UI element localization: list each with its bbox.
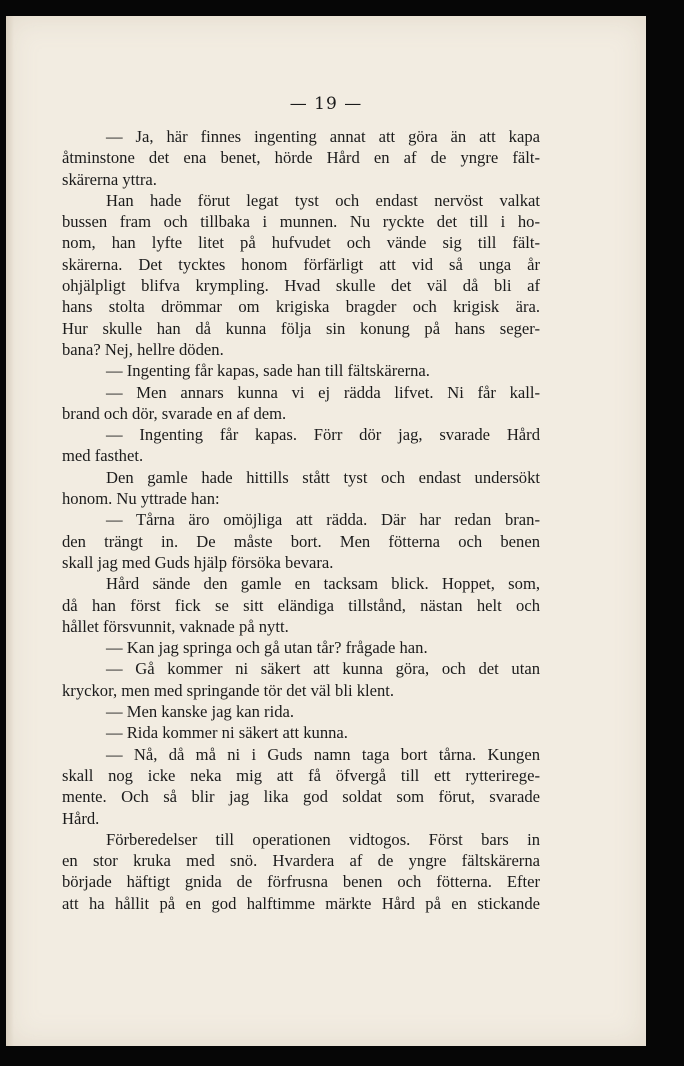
text-line: — Rida kommer ni säkert att kunna. (106, 723, 348, 743)
text-line: åtminstone det ena benet, hörde Hård en af de yngre fält- (62, 148, 540, 168)
text-line: — Ingenting får kapas, sade han till fältskärerna. (106, 361, 430, 381)
text-line: hållet försvunnit, vaknade på nytt. (62, 616, 289, 636)
text-line: skall nog icke neka mig att få öfvergå till ett rytterirege- (62, 765, 540, 785)
text-line: honom. Nu yttrade han: (62, 489, 220, 509)
text-line: — Ja, här finnes ingenting annat att göra än att kapa (106, 127, 540, 146)
text-line: Hård. (62, 808, 100, 828)
page-number: — 19 — (289, 94, 363, 114)
text-line: började häftigt gnida de förfrusna benen och fötterna. Efter (62, 872, 540, 892)
text-line: — Kan jag springa och gå utan tår? frågade han. (106, 638, 428, 658)
text-line: ohjälpligt blifva krympling. Hvad skulle det väl då bli af (62, 276, 540, 296)
text-line: bussen fram och tillbaka i munnen. Nu ryckte det till i ho- (62, 212, 540, 232)
text-line: — Tårna äro omöjliga att rädda. Där har redan bran- (106, 510, 540, 530)
text-line: bana? Nej, hellre döden. (62, 339, 224, 359)
text-line: skall jag med Guds hjälp försöka bevara. (62, 552, 334, 572)
text-line: Han hade förut legat tyst och endast nervöst valkat (106, 190, 540, 210)
page-gutter-shadow (6, 16, 14, 1046)
text-line: då han först fick se sitt eländiga tillstånd, nästan helt och (62, 595, 540, 615)
text-line: hans stolta drömmar om krigiska bragder och krigisk ära. (62, 297, 540, 317)
text-line: Hur skulle han då kunna följa sin konung på hans seger- (62, 318, 540, 338)
text-line: — Nå, då må ni i Guds namn taga bort tårna. Kungen (106, 744, 540, 764)
text-line: — Men annars kunna vi ej rädda lifvet. Ni får kall- (106, 382, 540, 402)
text-line: kryckor, men med springande tör det väl bli klent. (62, 680, 395, 700)
text-line: nom, han lyfte litet på hufvudet och vände sig till fält- (62, 233, 540, 253)
text-line: — Men kanske jag kan rida. (106, 702, 295, 722)
text-line: Hård sände den gamle en tacksam blick. Hoppet, som, (106, 574, 540, 594)
text-line: att ha hållit på en god halftimme märkte Hård på en stickande (62, 893, 540, 913)
text-line: brand och dör, svarade en af dem. (62, 403, 287, 423)
text-line: skärerna yttra. (62, 169, 157, 189)
text-line: Förberedelser till operationen vidtogos. Först bars in (106, 829, 540, 849)
text-line: med fasthet. (62, 446, 144, 466)
text-line: mente. Och så blir jag lika god soldat som förut, svarade (62, 787, 540, 807)
text-line: — Ingenting får kapas. Förr dör jag, svarade Hård (106, 425, 540, 445)
text-line: Den gamle hade hittills stått tyst och endast undersökt (106, 467, 540, 487)
body-text (62, 126, 540, 914)
text-line: skärerna. Det tycktes honom förfärligt att vid så unga år (62, 254, 540, 274)
text-line: den trängt in. De måste bort. Men fötterna och benen (62, 531, 540, 551)
book-page (6, 16, 646, 1046)
text-line: en stor kruka med snö. Hvardera af de yngre fältskärerna (62, 851, 540, 871)
text-line: — Gå kommer ni säkert att kunna göra, och det utan (106, 659, 540, 679)
